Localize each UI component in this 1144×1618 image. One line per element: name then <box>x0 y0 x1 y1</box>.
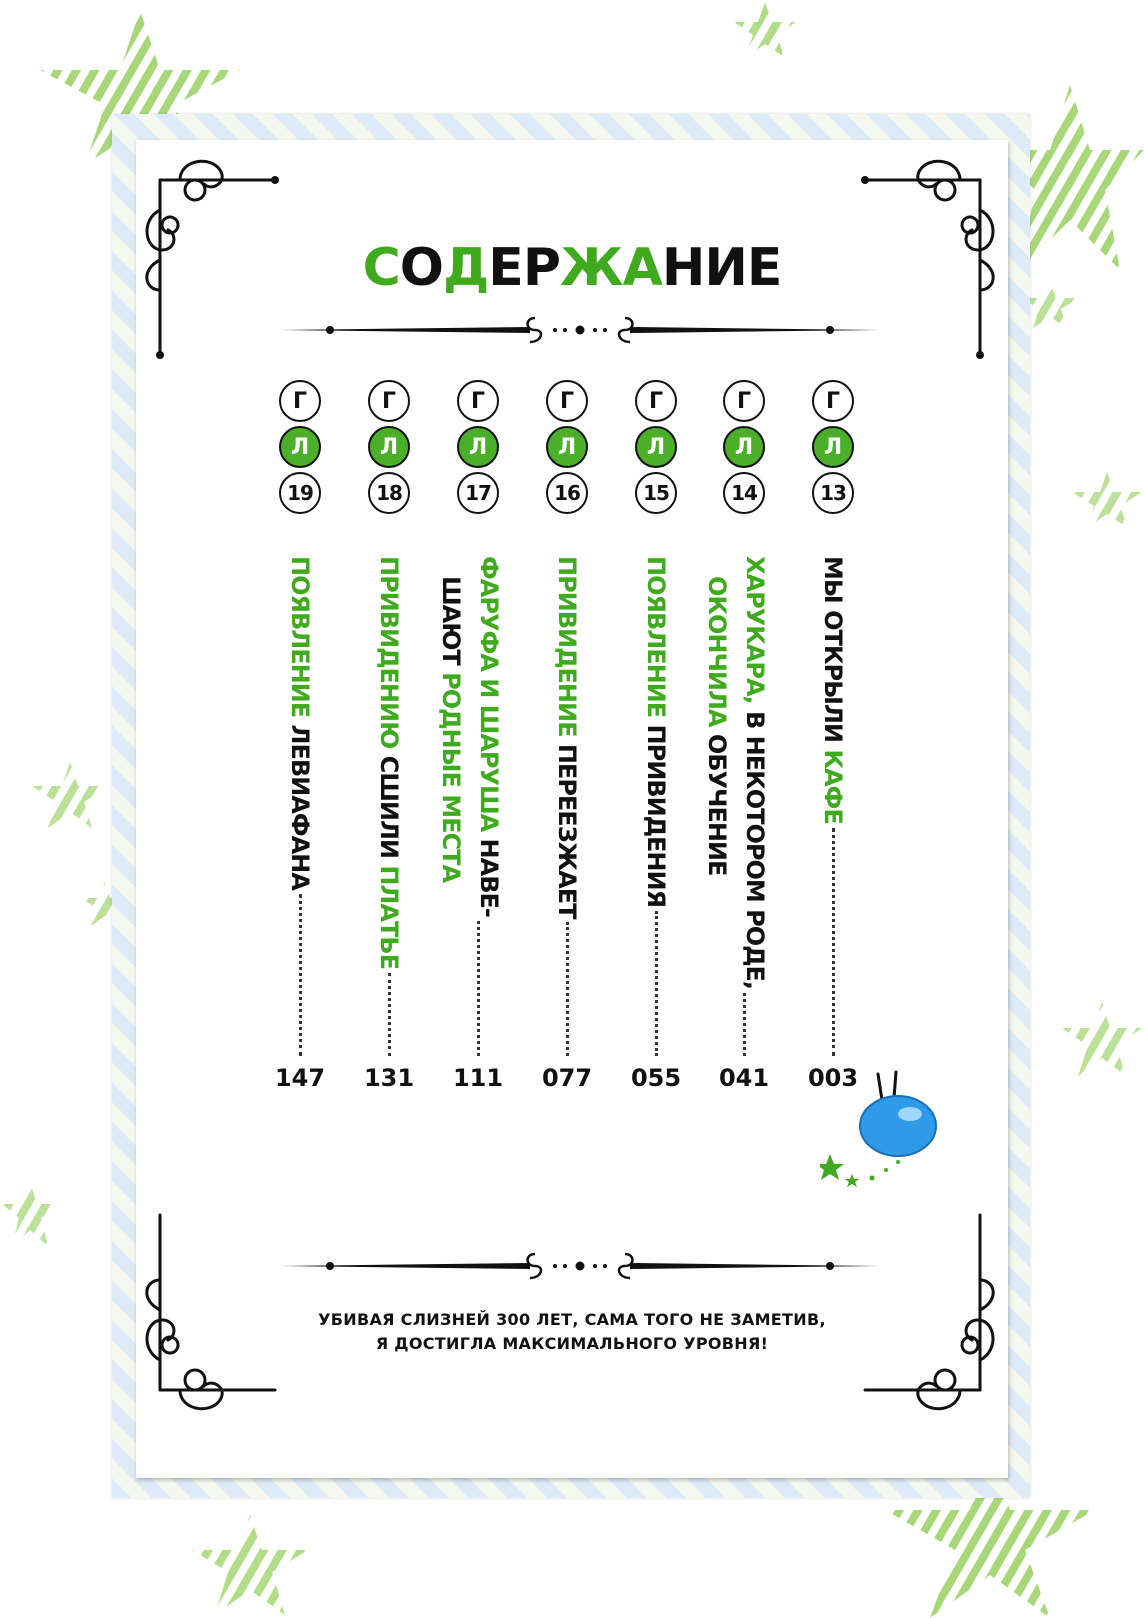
page-title <box>0 238 1144 298</box>
chapter-title-line <box>704 576 730 875</box>
dotted-leader <box>566 922 569 1056</box>
title-letter: Д <box>442 238 489 298</box>
chapter-number-badge: 17 <box>457 472 499 514</box>
chapter-prefix-badge: Г <box>457 380 499 422</box>
title-letter: Ж <box>559 238 623 298</box>
chapter-label-badge: Л <box>368 426 410 468</box>
chapter-title-line <box>376 556 402 969</box>
chapter-title-segment: ПРИВИДЕНИЮ <box>375 556 403 756</box>
chapter-title-segment: КАФЕ <box>819 749 847 824</box>
chapter-title-segment: ПРИВИДЕНИЕ <box>553 556 581 744</box>
chapter-title-line <box>287 556 313 890</box>
dotted-leader <box>832 828 835 1056</box>
title-letter: А <box>622 238 662 298</box>
chapter-prefix-badge: Г <box>723 380 765 422</box>
title-letter: НИЕ <box>661 238 782 298</box>
page-number: 131 <box>363 1064 415 1092</box>
dotted-leader <box>743 993 746 1056</box>
chapter-prefix-badge: Г <box>368 380 410 422</box>
chapter-title-segment: ПЕРЕЕЗЖАЕТ <box>553 743 581 919</box>
chapter-number-badge: 15 <box>635 472 677 514</box>
chapter-title-segment: ШАЮТ <box>437 576 465 673</box>
divider-ornament-icon <box>280 1246 880 1286</box>
chapter-title-line <box>554 556 580 918</box>
divider-ornament-icon <box>280 310 880 350</box>
chapter-label-badge: Л <box>279 426 321 468</box>
page-number: 055 <box>630 1064 682 1092</box>
chapter-title-segment: СШИЛИ <box>375 755 403 866</box>
chapter-label-badge: Л <box>546 426 588 468</box>
chapter-title-segment: ОБУЧЕНИЕ <box>703 733 731 876</box>
chapter-label-badge: Л <box>812 426 854 468</box>
page-number: 041 <box>718 1064 770 1092</box>
chapter-label-badge: Л <box>457 426 499 468</box>
footer-line-1: УБИВАЯ СЛИЗНЕЙ 300 ЛЕТ, САМА ТОГО НЕ ЗАМЕТИВ, <box>318 1310 826 1329</box>
footer-line-2: Я ДОСТИГЛА МАКСИМАЛЬНОГО УРОВНЯ! <box>375 1334 769 1353</box>
chapter-prefix-badge: Г <box>546 380 588 422</box>
star-icon <box>190 1510 310 1618</box>
chapter-title-segment: В НЕКОТОРОМ РОДЕ, <box>741 711 769 990</box>
title-letter: С <box>362 238 400 298</box>
chapter-number-badge: 13 <box>812 472 854 514</box>
star-icon <box>1060 1000 1144 1080</box>
chapter-title-segment: ОКОНЧИЛА <box>703 576 731 734</box>
dotted-leader <box>477 921 480 1056</box>
chapter-label-badge: Л <box>635 426 677 468</box>
chapter-title-segment: ПОЯВЛЕНИЕ <box>286 556 314 725</box>
chapter-prefix-badge: Г <box>635 380 677 422</box>
chapter-title-segment: НАВЕ- <box>475 838 503 917</box>
chapter-title-line <box>438 576 464 882</box>
page-number: 147 <box>274 1064 326 1092</box>
chapter-number-badge: 14 <box>723 472 765 514</box>
dotted-leader <box>299 894 302 1056</box>
chapter-number-badge: 16 <box>546 472 588 514</box>
chapter-label-badge: Л <box>723 426 765 468</box>
chapter-title-segment: РОДНЫЕ МЕСТА <box>437 672 465 883</box>
chapter-title-line <box>643 556 669 907</box>
chapter-title-line <box>476 556 502 917</box>
chapter-title-line <box>742 556 768 989</box>
star-icon <box>30 760 110 830</box>
page-number: 077 <box>541 1064 593 1092</box>
chapter-title-segment: ХАРУКАРА, <box>741 556 769 711</box>
star-icon <box>730 0 800 60</box>
page-number: 111 <box>452 1064 504 1092</box>
page-number: 003 <box>807 1064 859 1092</box>
chapter-prefix-badge: Г <box>812 380 854 422</box>
chapter-title-segment: ПЛАТЬЕ <box>375 865 403 969</box>
star-icon <box>1070 470 1144 530</box>
chapter-title-line <box>820 556 846 824</box>
chapter-title-segment: ПОЯВЛЕНИЕ <box>642 556 670 725</box>
chapter-number-badge: 19 <box>279 472 321 514</box>
chapter-title-segment: ЛЕВИАФАНА <box>286 724 314 890</box>
chapter-prefix-badge: Г <box>279 380 321 422</box>
chapter-title-segment: ФАРУФА И ШАРУША <box>475 556 503 839</box>
dotted-leader <box>655 911 658 1056</box>
chapter-title-segment: ОТКРЫЛИ <box>819 610 847 750</box>
title-letter: ЕР <box>488 238 560 298</box>
chapter-number-badge: 18 <box>368 472 410 514</box>
dotted-leader <box>388 973 391 1056</box>
chapter-title-segment: МЫ <box>819 556 847 611</box>
slime-icon <box>820 1070 940 1190</box>
footer-caption <box>0 1308 1144 1356</box>
star-icon <box>0 1180 60 1250</box>
title-letter: О <box>399 238 443 298</box>
chapter-title-segment: ПРИВИДЕНИЯ <box>642 724 670 908</box>
